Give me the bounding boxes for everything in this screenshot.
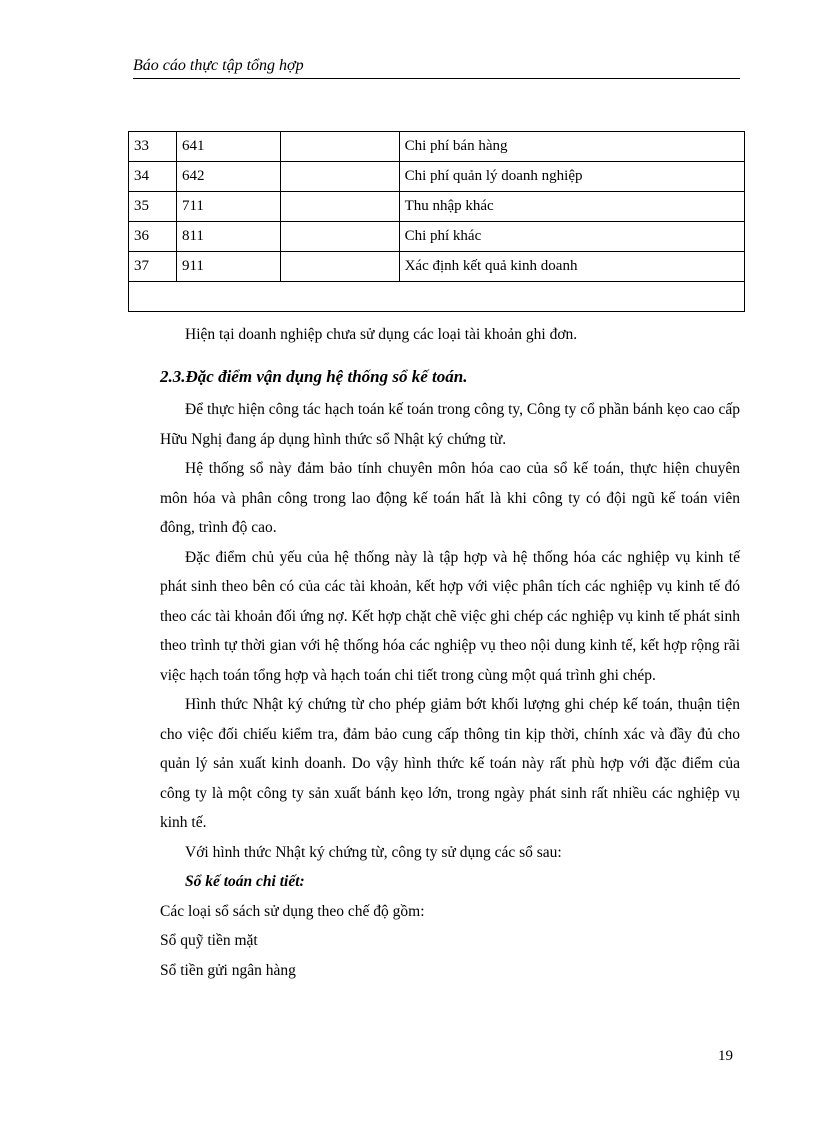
list-item: Sổ quỹ tiền mặt: [160, 932, 258, 949]
cell-sub: [280, 252, 399, 282]
list-item: Sổ tiền gửi ngân hàng: [160, 961, 296, 979]
paragraph: Đặc điểm chủ yếu của hệ thống này là tập hợp và hệ thống hóa các nghiệp vụ kinh tế phát sinh theo bên có của các tài khoản, kết hợp với việc phân tích các nghiệp vụ kinh tế đó theo các tài khoản đối ứng nợ. Kết hợp chặt chẽ việc ghi chép các nghiệp vụ kinh tế phát sinh theo trình tự thời gian với hệ thống hóa các nghiệp vụ theo nội dung kinh tế, kết hợp rộng rãi việc hạch toán tổng hợp và hạch toán chi tiết trong cùng một quá trình ghi chép.: [160, 548, 740, 684]
table-row: [129, 162, 745, 192]
table-row: [129, 252, 745, 282]
paragraph: Với hình thức Nhật ký chứng từ, công ty sử dụng các sổ sau:: [185, 843, 562, 861]
page-header: [133, 56, 740, 79]
cell-sub: [280, 222, 399, 252]
table-row-empty: [129, 282, 745, 312]
page-number: 19: [718, 1048, 733, 1064]
cell-sub: [280, 132, 399, 162]
cell-sub: [280, 162, 399, 192]
cell-name: Chi phí quản lý doanh nghiệp: [399, 162, 744, 192]
cell-no: 37: [129, 252, 177, 282]
section-title: 2.3.Đặc điểm vận dụng hệ thống sổ kế toán.: [160, 366, 468, 386]
body-content: [160, 320, 740, 985]
cell-code: 811: [176, 222, 280, 252]
cell-no: 35: [129, 192, 177, 222]
cell-no: 36: [129, 222, 177, 252]
empty-cell: [129, 282, 745, 312]
list-intro: Các loại sổ sách sử dụng theo chế độ gồm:: [160, 902, 425, 920]
cell-name: Xác định kết quả kinh doanh: [399, 252, 744, 282]
cell-code: 641: [176, 132, 280, 162]
cell-code: 911: [176, 252, 280, 282]
paragraph: Để thực hiện công tác hạch toán kế toán trong công ty, Công ty cổ phần bánh kẹo cao cấp Hữu Nghị đang áp dụng hình thức sổ Nhật ký chứng từ.: [160, 401, 740, 448]
table-row: [129, 222, 745, 252]
cell-sub: [280, 192, 399, 222]
subheading: Sổ kế toán chi tiết:: [185, 873, 305, 890]
cell-no: 34: [129, 162, 177, 192]
cell-no: 33: [129, 132, 177, 162]
paragraph: Hình thức Nhật ký chứng từ cho phép giảm bớt khối lượng ghi chép kế toán, thuận tiện cho việc đối chiếu kiểm tra, đảm bảo cung cấp thông tin kịp thời, chính xác và đầy đủ cho quản lý sản xuất kinh doanh. Do vậy hình thức kế toán này rất phù hợp với đặc điểm của công ty là một công ty sản xuất bánh kẹo lớn, trong ngày phát sinh rất nhiều các nghiệp vụ kinh tế.: [160, 696, 740, 831]
accounts-table: [128, 131, 745, 312]
cell-name: Chi phí bán hàng: [399, 132, 744, 162]
paragraph: Hệ thống sổ này đảm bảo tính chuyên môn hóa cao của sổ kế toán, thực hiện chuyên môn hóa và phân công trong lao động kế toán hất là khi công ty có đội ngũ kế toán viên đông, trình độ cao.: [160, 460, 740, 536]
table-row: [129, 192, 745, 222]
cell-code: 642: [176, 162, 280, 192]
cell-name: Chi phí khác: [399, 222, 744, 252]
cell-name: Thu nhập khác: [399, 192, 744, 222]
note-paragraph: Hiện tại doanh nghiệp chưa sử dụng các loại tài khoản ghi đơn.: [185, 326, 578, 343]
header-title: Báo cáo thực tập tổng hợp: [133, 57, 304, 74]
cell-code: 711: [176, 192, 280, 222]
table-row: [129, 132, 745, 162]
